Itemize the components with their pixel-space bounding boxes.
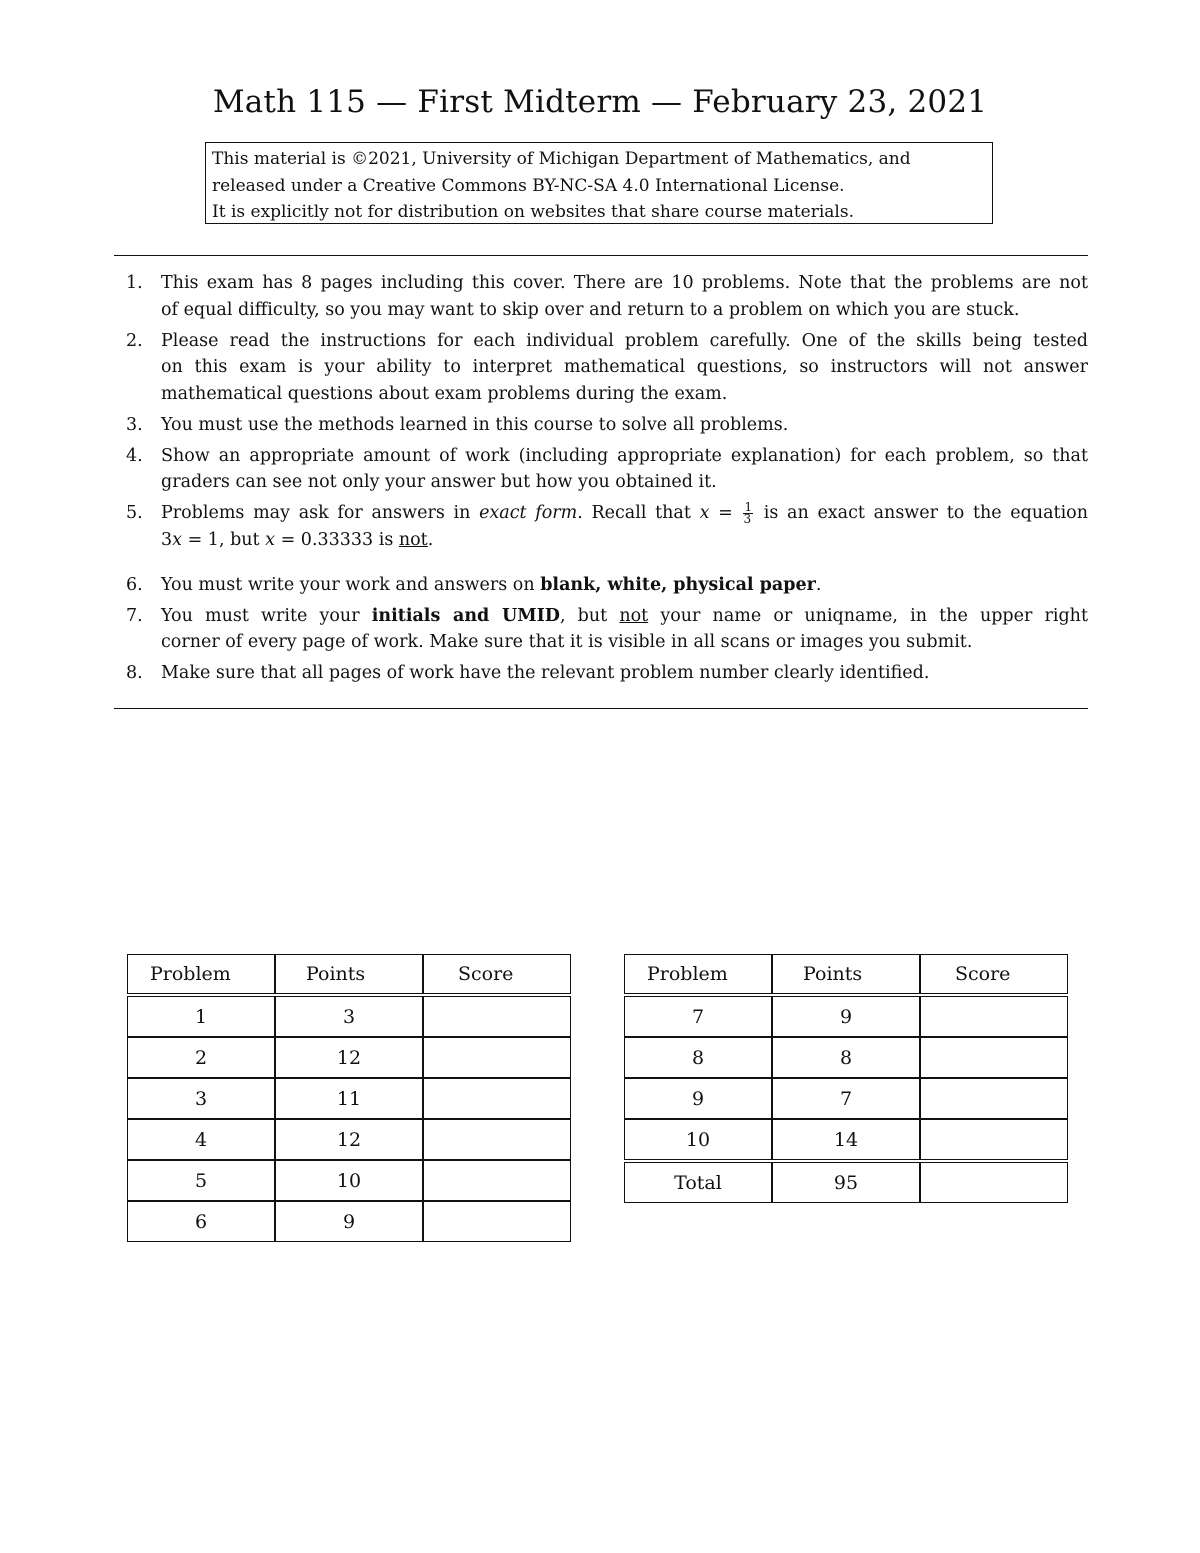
problem-number: 8: [624, 1037, 772, 1078]
emphasis-initials-umid: initials and UMID: [371, 605, 560, 626]
header-score: Score: [423, 954, 571, 994]
instruction-text: [161, 572, 1088, 599]
text-fragment: . Recall that: [577, 503, 700, 523]
instruction-text: [161, 500, 1088, 527]
text-fragment: =: [709, 503, 742, 523]
score-cell: [920, 1078, 1068, 1119]
underlined-not: not: [619, 605, 649, 626]
score-cell: [423, 1201, 571, 1242]
problem-points: 14: [772, 1119, 920, 1160]
problem-points: 11: [275, 1078, 423, 1119]
problem-points: 12: [275, 1119, 423, 1160]
score-table-left: [127, 954, 571, 1242]
instruction-number: 7.: [126, 605, 143, 626]
table-row: [127, 1037, 571, 1078]
table-row: [127, 1119, 571, 1160]
fraction-numerator: 1: [744, 500, 753, 514]
instruction-text: [161, 527, 1088, 554]
table-row: [127, 1078, 571, 1119]
text-fragment: .: [427, 529, 434, 550]
instruction-text: on this exam is your ability to interpret mathematical questions, so instructors will not answer: [161, 357, 1088, 377]
license-line-1: This material is ©2021, University of Michigan Department of Mathematics, and: [212, 149, 911, 169]
table-row: [127, 1160, 571, 1201]
instruction-text: You must use the methods learned in this course to solve all problems.: [161, 414, 789, 435]
score-cell: [920, 996, 1068, 1037]
instructions-list: [114, 270, 1088, 691]
spacer: [114, 558, 1088, 572]
instruction-number: 8.: [126, 663, 143, 683]
instruction-text: This exam has 8 pages including this cover. There are 10 problems. Note that the problems are not: [161, 273, 1088, 293]
instruction-number: 6.: [126, 574, 143, 595]
score-cell: [920, 1119, 1068, 1160]
score-table-right: [624, 954, 1068, 1203]
score-cell: [423, 1078, 571, 1119]
table-row: [624, 1037, 1068, 1078]
text-fragment: is an exact answer to the equation: [755, 503, 1088, 523]
problem-number: 7: [624, 996, 772, 1037]
text-fragment: You must write your work and answers on: [161, 574, 541, 595]
problem-points: 12: [275, 1037, 423, 1078]
score-cell: [423, 1160, 571, 1201]
exam-title: Math 115 — First Midterm — February 23, 2021: [212, 84, 988, 120]
text-fragment: 3: [161, 529, 173, 550]
instruction-text: of equal difficulty, so you may want to skip over and return to a problem on which you are stuck.: [161, 299, 1020, 320]
emphasis-paper: blank, white, physical paper: [540, 574, 816, 595]
text-fragment: .: [815, 574, 822, 595]
table-row: [624, 996, 1068, 1037]
score-cell: [423, 1037, 571, 1078]
instruction-text: [161, 603, 1088, 630]
problem-points: 8: [772, 1037, 920, 1078]
text-fragment: = 0.33333 is: [275, 529, 399, 550]
instruction-number: 4.: [126, 445, 143, 466]
table-row: [624, 1078, 1068, 1119]
instruction-number: 2.: [126, 330, 143, 351]
total-row: [624, 1162, 1068, 1203]
total-points: 95: [772, 1162, 920, 1203]
problem-number: 10: [624, 1119, 772, 1160]
bottom-divider: [114, 708, 1088, 709]
fraction-denominator: 3: [743, 512, 752, 526]
total-score-cell: [920, 1162, 1068, 1203]
instruction-8: [114, 660, 1088, 687]
header-score: Score: [920, 954, 1068, 994]
problem-number: 5: [127, 1160, 275, 1201]
problem-points: 10: [275, 1160, 423, 1201]
header-points: Points: [772, 954, 920, 994]
problem-number: 4: [127, 1119, 275, 1160]
problem-number: 6: [127, 1201, 275, 1242]
instruction-text: Please read the instructions for each individual problem carefully. One of the skills being tested: [161, 330, 1088, 351]
problem-number: 2: [127, 1037, 275, 1078]
math-variable: x: [699, 503, 710, 523]
header-points: Points: [275, 954, 423, 994]
problem-points: 9: [275, 1201, 423, 1242]
instruction-text: corner of every page of work. Make sure that it is visible in all scans or images you submit.: [161, 632, 973, 652]
instruction-number: 1.: [126, 273, 143, 293]
problem-points: 9: [772, 996, 920, 1037]
top-divider: [114, 255, 1088, 256]
header-problem: Problem: [127, 954, 275, 994]
problem-number: 1: [127, 996, 275, 1037]
text-fragment: You must write your: [161, 605, 372, 626]
instruction-1: [114, 270, 1088, 323]
instruction-5: [114, 500, 1088, 553]
text-fragment: your name or uniqname, in the upper right: [648, 605, 1088, 626]
score-cell: [423, 1119, 571, 1160]
problem-points: 7: [772, 1078, 920, 1119]
license-notice: [205, 142, 993, 224]
emphasis-exact-form: exact form: [479, 503, 578, 523]
score-cell: [920, 1037, 1068, 1078]
instruction-4: [114, 443, 1088, 496]
instruction-6: [114, 572, 1088, 599]
math-variable: x: [172, 529, 183, 550]
math-variable: x: [265, 529, 276, 550]
license-line-2: released under a Creative Commons BY-NC-SA 4.0 International License.: [212, 175, 845, 196]
table-row: [127, 996, 571, 1037]
instruction-7: [114, 603, 1088, 656]
instruction-text: mathematical questions about exam problems during the exam.: [161, 383, 728, 404]
score-cell: [423, 996, 571, 1037]
problem-points: 3: [275, 996, 423, 1037]
instruction-text: Make sure that all pages of work have the relevant problem number clearly identified.: [161, 663, 930, 683]
text-fragment: Problems may ask for answers in: [161, 503, 480, 523]
fraction-one-third: [743, 502, 753, 525]
table-row: [624, 1119, 1068, 1160]
underlined-not: not: [398, 529, 428, 550]
instruction-text: graders can see not only your answer but how you obtained it.: [161, 472, 717, 492]
problem-number: 9: [624, 1078, 772, 1119]
instruction-3: [114, 412, 1088, 439]
header-problem: Problem: [624, 954, 772, 994]
text-fragment: = 1, but: [182, 529, 266, 550]
instruction-number: 3.: [126, 414, 143, 435]
text-fragment: , but: [559, 605, 620, 626]
instruction-text: Show an appropriate amount of work (including appropriate explanation) for each problem, so that: [161, 445, 1088, 466]
table-row: [127, 1201, 571, 1242]
instruction-number: 5.: [126, 503, 143, 523]
table-header-row: [127, 954, 571, 994]
problem-number: 3: [127, 1078, 275, 1119]
instruction-2: [114, 328, 1088, 408]
license-line-3: It is explicitly not for distribution on websites that share course materials.: [212, 202, 854, 222]
total-label: Total: [624, 1162, 772, 1203]
table-header-row: [624, 954, 1068, 994]
